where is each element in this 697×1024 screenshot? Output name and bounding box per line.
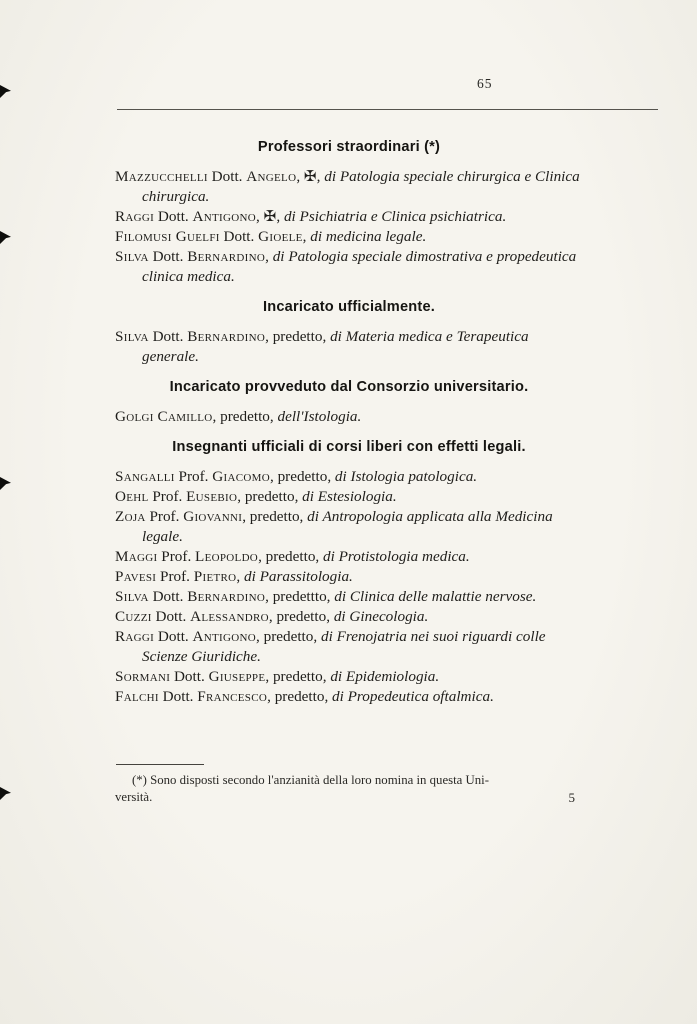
entry-surname: Maggi (115, 548, 158, 565)
faculty-entry (115, 547, 583, 567)
entry-title: Dott. (151, 608, 191, 625)
entry-connector: , predetto, (237, 488, 303, 505)
section-heading: Incaricato ufficialmente. (262, 299, 436, 315)
entry-surname: Filomusi Guelfi (115, 228, 220, 245)
entry-connector: , predetto, (267, 688, 333, 705)
entry-surname: Cuzzi (115, 608, 152, 625)
entry-list (115, 327, 583, 367)
faculty-entry (115, 687, 583, 707)
entry-list (115, 407, 583, 427)
signature-mark: 5 (568, 790, 575, 805)
entry-connector: , (265, 248, 273, 265)
entry-surname: Oehl (115, 488, 149, 505)
entry-firstname: Antigono (192, 628, 257, 645)
footnote-line-2: versità. (115, 789, 153, 804)
entry-connector: , predetto, (242, 508, 308, 525)
entry-subject: di Estesiologia. (302, 488, 397, 505)
entry-connector: , predetto, (265, 328, 331, 345)
entry-subject: dell'Istologia. (277, 408, 362, 425)
faculty-entry (115, 627, 583, 667)
faculty-entry (115, 407, 583, 427)
entry-connector: , predetto, (258, 548, 324, 565)
entry-firstname: Giuseppe (208, 668, 266, 685)
entry-title: Dott. (154, 208, 193, 225)
entry-subject: di Antropologia applicata alla Medicina legale. (142, 508, 553, 545)
faculty-entry (115, 607, 583, 627)
faculty-entry (115, 207, 583, 227)
entry-list (115, 467, 583, 707)
entry-subject: di Epidemiologia. (330, 668, 440, 685)
entry-surname: Silva (115, 328, 149, 345)
faculty-section (115, 298, 583, 367)
entry-connector: , predetto, (269, 468, 335, 485)
entry-firstname: Camillo (157, 408, 213, 425)
entry-surname: Raggi (115, 208, 155, 225)
faculty-entry (115, 167, 583, 207)
faculty-entry (115, 567, 583, 587)
entry-surname: Falchi (115, 688, 159, 705)
entry-surname: Pavesi (115, 568, 157, 585)
entry-firstname: Bernardino (187, 328, 266, 345)
entry-surname: Raggi (115, 628, 155, 645)
page-number: 65 (477, 76, 493, 91)
entry-subject: di Patologia speciale chirurgica e Clinica chirurgica. (142, 168, 580, 205)
entry-title: Dott. (148, 328, 188, 345)
faculty-section (115, 138, 583, 287)
faculty-section (115, 378, 583, 427)
faculty-section (115, 438, 583, 707)
entry-firstname: Eusebio (186, 488, 238, 505)
entry-firstname: Francesco (197, 688, 268, 705)
text-block (115, 134, 583, 707)
scan-artifact (0, 231, 11, 244)
entry-title: Dott. (170, 668, 209, 685)
entry-surname: Sangalli (115, 468, 175, 485)
footnote-block (115, 764, 583, 816)
entry-title: Dott. (148, 588, 188, 605)
entry-title: Prof. (174, 468, 213, 485)
faculty-entry (115, 667, 583, 687)
entry-title: Prof. (157, 548, 196, 565)
scan-artifact (0, 787, 11, 800)
entry-surname: Golgi (115, 408, 154, 425)
entry-subject: di Parassitologia. (244, 568, 353, 585)
entry-connector: , ✠, (296, 168, 325, 185)
entry-connector: , predetto, (256, 628, 321, 645)
entry-title: Dott. (158, 688, 198, 705)
entry-subject: di medicina legale. (310, 228, 427, 245)
entry-connector: , predetto, (268, 608, 334, 625)
entry-subject: di Istologia patologica. (334, 468, 478, 485)
entry-title: Prof. (145, 508, 184, 525)
entry-firstname: Antigono (192, 208, 257, 225)
faculty-entry (115, 587, 583, 607)
entry-title: Dott. (219, 228, 259, 245)
entry-firstname: Angelo (246, 168, 297, 185)
entry-connector: , predetto, (212, 408, 278, 425)
entry-title: Prof. (148, 488, 187, 505)
entry-firstname: Alessandro (190, 608, 269, 625)
entry-connector: , predetto, (265, 668, 331, 685)
entry-title: Dott. (148, 248, 188, 265)
entry-firstname: Bernardino (187, 588, 266, 605)
entry-connector: , predettto, (265, 588, 335, 605)
footnote-rule (116, 764, 204, 765)
entry-connector: , ✠, (256, 208, 284, 225)
entry-title: Dott. (154, 628, 193, 645)
entry-connector: , (302, 228, 311, 245)
footnote (115, 772, 583, 805)
entry-firstname: Pietro (193, 568, 237, 585)
entry-surname: Silva (115, 248, 149, 265)
entry-list (115, 167, 583, 287)
entry-subject: di Ginecologia. (333, 608, 429, 625)
faculty-entry (115, 487, 583, 507)
entry-surname: Sormani (115, 668, 171, 685)
header-rule (117, 109, 658, 110)
entry-title: Dott. (207, 168, 247, 185)
section-heading: Professori straordinari (*) (257, 139, 441, 155)
entry-surname: Zoja (115, 508, 146, 525)
section-heading: Incaricato provveduto dal Consorzio universitario. (169, 379, 529, 395)
entry-subject: di Protistologia medica. (323, 548, 470, 565)
entry-subject: di Clinica delle malattie nervose. (334, 588, 537, 605)
faculty-entry (115, 327, 583, 367)
entry-subject: di Psichiatria e Clinica psichiatrica. (283, 208, 507, 225)
faculty-entry (115, 227, 583, 247)
entry-connector: , (236, 568, 244, 585)
entry-title: Prof. (156, 568, 194, 585)
entry-firstname: Bernardino (187, 248, 266, 265)
entry-firstname: Giacomo (212, 468, 270, 485)
scan-artifact (0, 85, 11, 98)
entry-subject: di Propedeutica oftalmica. (332, 688, 494, 705)
faculty-entry (115, 467, 583, 487)
footnote-line-1: (*) Sono disposti secondo l'anzianità della loro nomina in questa Uni- (132, 773, 489, 788)
faculty-entry (115, 247, 583, 287)
entry-firstname: Leopoldo (195, 548, 259, 565)
entry-subject: di Patologia speciale dimostrativa e propedeutica clinica medica. (142, 248, 577, 285)
entry-surname: Mazzucchelli (115, 168, 208, 185)
faculty-entry (115, 507, 583, 547)
section-heading: Insegnanti ufficiali di corsi liberi con effetti legali. (172, 439, 526, 455)
entry-surname: Silva (115, 588, 149, 605)
entry-subject: di Materia medica e Terapeutica generale. (142, 328, 529, 365)
scan-artifact (0, 477, 11, 490)
entry-firstname: Giovanni (183, 508, 243, 525)
entry-subject: di Frenojatria nei suoi riguardi colle Scienze Giuridiche. (142, 628, 546, 665)
entry-firstname: Gioele (258, 228, 303, 245)
